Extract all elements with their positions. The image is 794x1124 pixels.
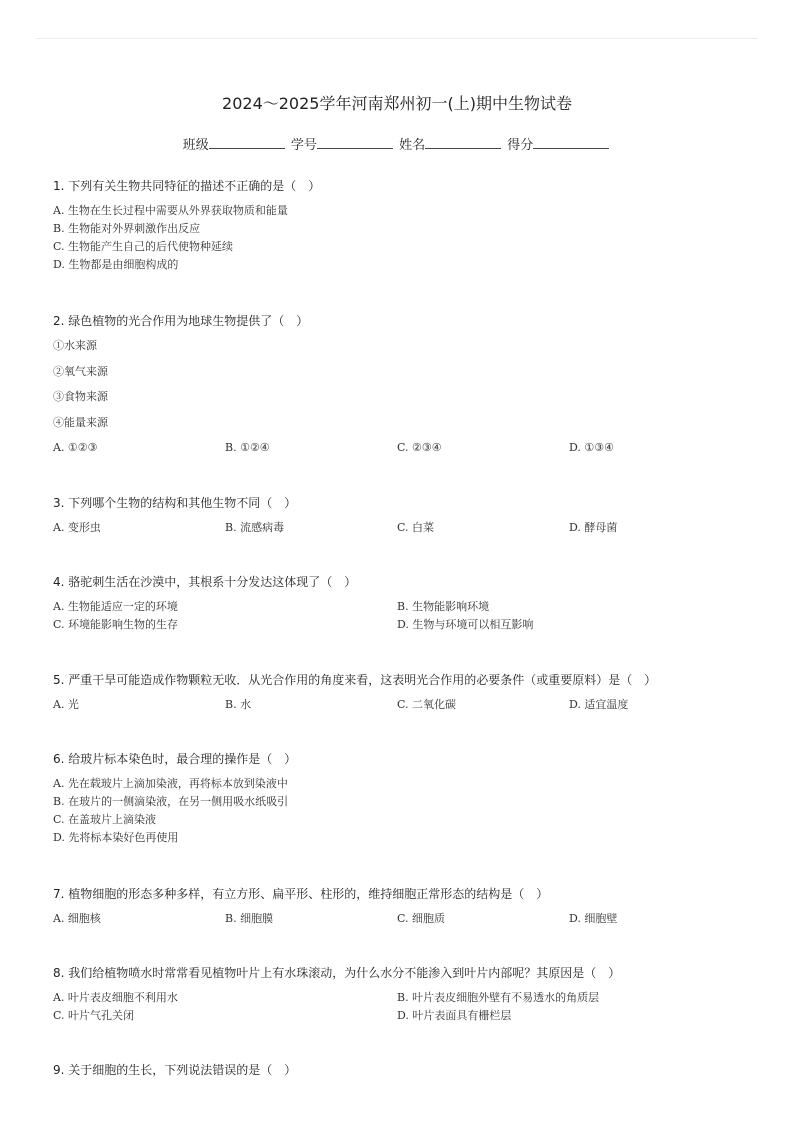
option-a[interactable]: A. 细胞核: [53, 912, 101, 925]
option-a[interactable]: A. 变形虫: [53, 521, 101, 534]
options-row: [53, 910, 753, 928]
option-d[interactable]: D. 叶片表面具有栅栏层: [397, 1009, 512, 1022]
option-d[interactable]: D. 细胞壁: [569, 912, 618, 925]
question-8: [53, 964, 753, 1025]
option-b[interactable]: B. 叶片表皮细胞外壁有不易透水的角质层: [397, 991, 600, 1004]
question-stem: 6. 给玻片标本染色时，最合理的操作是（ ）: [53, 752, 297, 766]
question-stem: 9. 关于细胞的生长，下列说法错误的是（ ）: [53, 1063, 297, 1077]
option-d[interactable]: D. 生物都是由细胞构成的: [53, 258, 179, 271]
info-blank-class[interactable]: [209, 136, 285, 149]
info-label-score: 得分: [507, 138, 534, 153]
option-c[interactable]: C. 环境能影响生物的生存: [53, 618, 179, 631]
options-grid: [53, 989, 753, 1025]
question-5: [53, 671, 753, 714]
option-c[interactable]: C. 在盖玻片上滴染液: [53, 813, 157, 826]
question-stem: 8. 我们给植物喷水时常常看见植物叶片上有水珠滚动，为什么水分不能渗入到叶片内部呢？其原因是（ ）: [53, 966, 621, 980]
option-a[interactable]: A. 光: [53, 698, 79, 711]
option-b[interactable]: B. 细胞膜: [225, 912, 274, 925]
options-list: [53, 202, 753, 274]
option-d[interactable]: D. ①③④: [569, 441, 615, 454]
option-d[interactable]: D. 适宜温度: [569, 698, 629, 711]
info-label-id: 学号: [290, 138, 317, 153]
question-stem: 4. 骆驼刺生活在沙漠中，其根系十分发达这体现了（ ）: [53, 575, 357, 589]
student-info-line: [0, 134, 794, 153]
options-row: [53, 696, 753, 714]
question-2: [53, 312, 753, 462]
option-c[interactable]: C. 二氧化碳: [397, 698, 457, 711]
option-a[interactable]: A. 叶片表皮细胞不利用水: [53, 991, 178, 1004]
options-grid: [53, 598, 753, 634]
exam-title: 2024～2025学年河南郑州初一(上)期中生物试卷: [222, 94, 572, 113]
option-d[interactable]: D. 先将标本染好色再使用: [53, 831, 179, 844]
option-c[interactable]: C. ②③④: [397, 441, 442, 454]
question-stem: 2. 绿色植物的光合作用为地球生物提供了（ ）: [53, 314, 309, 328]
question-stem: 3. 下列哪个生物的结构和其他生物不同（ ）: [53, 496, 297, 510]
option-c[interactable]: C. 叶片气孔关闭: [53, 1009, 135, 1022]
statement-4: ④能量来源: [53, 416, 108, 429]
option-b[interactable]: B. 流感病毒: [225, 521, 285, 534]
option-b[interactable]: B. ①②④: [225, 441, 270, 454]
option-b[interactable]: B. 在玻片的一侧滴染液，在另一侧用吸水纸吸引: [53, 795, 289, 808]
statement-2: ②氧气来源: [53, 365, 108, 378]
option-c[interactable]: C. 白菜: [397, 521, 435, 534]
question-stem: 7. 植物细胞的形态多种多样，有立方形、扁平形、柱形的，维持细胞正常形态的结构是（ ）: [53, 887, 549, 901]
option-d[interactable]: D. 生物与环境可以相互影响: [397, 618, 534, 631]
statement-1: ①水来源: [53, 339, 97, 352]
option-a[interactable]: A. 生物能适应一定的环境: [53, 600, 178, 613]
question-7: [53, 885, 753, 928]
question-3: [53, 494, 753, 537]
option-a[interactable]: A. 先在载玻片上滴加染液，再将标本放到染液中: [53, 777, 288, 790]
option-c[interactable]: C. 生物能产生自己的后代使物种延续: [53, 240, 234, 253]
info-label-class: 班级: [182, 138, 209, 153]
header-divider: [36, 38, 758, 39]
option-b[interactable]: B. 生物能影响环境: [397, 600, 490, 613]
question-stem: 5. 严重干旱可能造成作物颗粒无收．从光合作用的角度来看，这表明光合作用的必要条件（或重要原料）是（ ）: [53, 673, 657, 687]
question-4: [53, 573, 753, 634]
info-blank-id[interactable]: [317, 136, 393, 149]
option-a[interactable]: A. ①②③: [53, 441, 98, 454]
option-c[interactable]: C. 细胞质: [397, 912, 446, 925]
option-a[interactable]: A. 生物在生长过程中需要从外界获取物质和能量: [53, 204, 288, 217]
question-9: [53, 1061, 753, 1079]
info-blank-score[interactable]: [533, 136, 609, 149]
option-b[interactable]: B. 生物能对外界刺激作出反应: [53, 222, 201, 235]
question-stem: 1. 下列有关生物共同特征的描述不正确的是（ ）: [53, 179, 321, 193]
statement-3: ③食物来源: [53, 390, 108, 403]
option-d[interactable]: D. 酵母菌: [569, 521, 618, 534]
question-1: [53, 177, 753, 274]
info-blank-name[interactable]: [425, 136, 501, 149]
question-6: [53, 750, 753, 847]
info-label-name: 姓名: [399, 138, 426, 153]
options-row: [53, 519, 753, 537]
options-row: [53, 439, 753, 457]
options-list: [53, 775, 753, 847]
option-b[interactable]: B. 水: [225, 698, 252, 711]
